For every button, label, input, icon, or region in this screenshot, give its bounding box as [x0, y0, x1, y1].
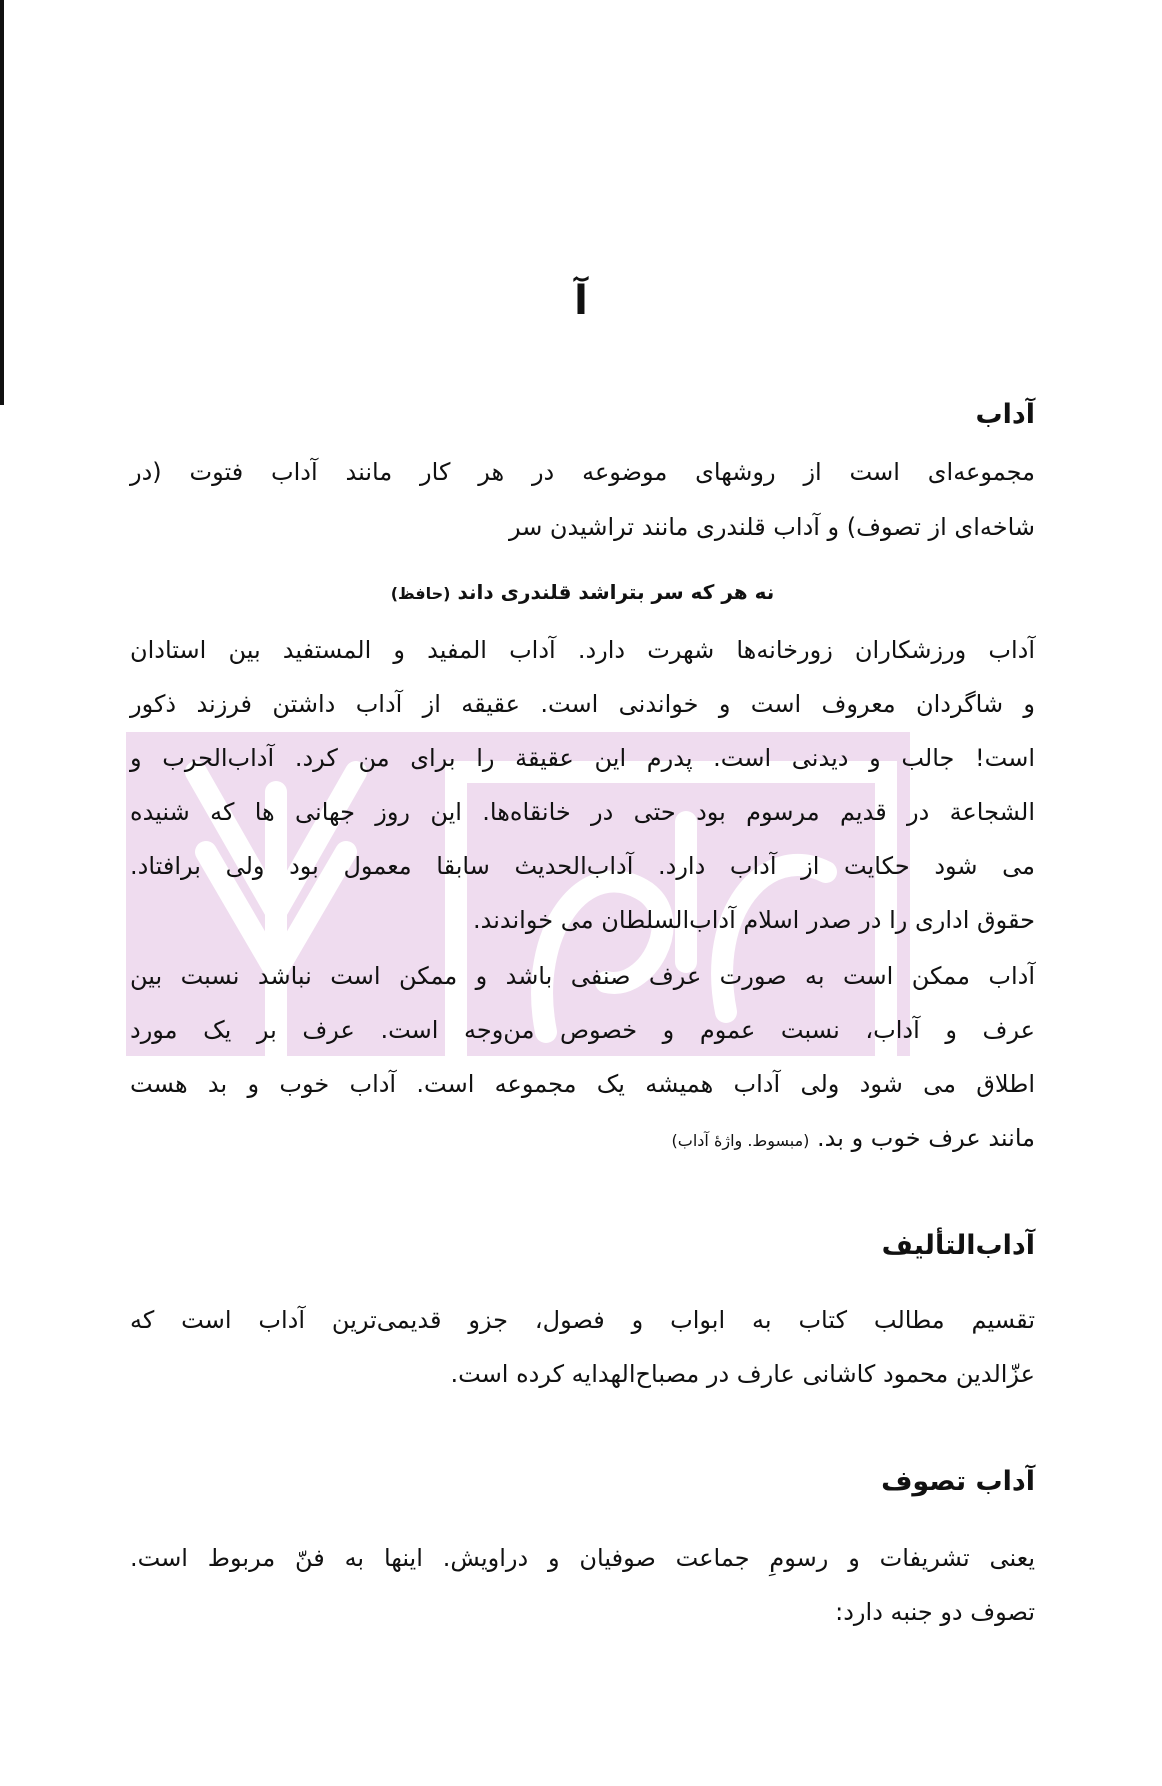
entry-line: یعنی تشریفات و رسومِ جماعت صوفیان و دراویش. اینها به فنّ مربوط است. — [130, 1544, 1035, 1572]
entry-line: تقسیم مطالب کتاب به ابواب و فصول، جزو قدیمی‌ترین آداب است که — [130, 1306, 1035, 1334]
entry-line: الشجاعة در قدیم مرسوم بود حتی در خانقاه‌ها. این روز جهانی ها که شنیده — [130, 798, 1035, 826]
quote-source: (حافظ) — [390, 584, 451, 603]
poem-quote — [130, 574, 1035, 610]
entry-title: آداب تصوف — [881, 1466, 1035, 1497]
entry-line: مانند عرف خوب و بد. — [817, 1124, 1035, 1152]
entry-title: آداب — [975, 399, 1035, 430]
page-edge-shadow — [0, 0, 4, 405]
entry-line: تصوف دو جنبه دارد: — [835, 1598, 1035, 1626]
entry-line: می شود حکایت از آداب دارد. آداب‌الحدیث سابقا معمول بود ولی برافتاد. — [130, 852, 1035, 880]
entry-line: آداب ممکن است به صورت عرف صنفی باشد و ممکن است نباشد نسبت بین — [130, 962, 1035, 990]
citation: (مبسوط. واژهٔ آداب) — [671, 1131, 810, 1150]
watermark-logo — [126, 732, 910, 1056]
entry-line: حقوق اداری را در صدر اسلام آداب‌السلطان می خواندند. — [472, 906, 1035, 934]
entry-line: آداب ورزشکاران زورخانه‌ها شهرت دارد. آداب المفید و المستفید بین استادان — [130, 636, 1035, 664]
entry-line: اطلاق می شود ولی آداب همیشه یک مجموعه است. آداب خوب و بد هست — [130, 1070, 1035, 1098]
entry-line: است! جالب و دیدنی است. پدرم این عقیقة را برای من کرد. آداب‌الحرب و — [130, 744, 1035, 772]
entry-line: عرف و آداب، نسبت عموم و خصوص من‌وجه است. عرف بر یک مورد — [130, 1016, 1035, 1044]
entry-line: مجموعه‌ای است از روشهای موضوعه در هر کار مانند آداب فتوت (در — [130, 458, 1035, 486]
entry-line-with-citation — [130, 1120, 1035, 1156]
entry-line: عزّالدین محمود کاشانی عارف در مصباح‌الهدایه کرده است. — [450, 1360, 1035, 1388]
entry-line: و شاگردان معروف است و خواندنی است. عقیقه از آداب داشتن فرزند ذکور — [130, 690, 1035, 718]
section-letter: آ — [574, 278, 588, 324]
entry-title: آداب‌التألیف — [881, 1230, 1035, 1261]
watermark-logo-icon — [126, 732, 910, 1056]
entry-line: شاخه‌ای از تصوف) و آداب قلندری مانند تراشیدن سر — [508, 513, 1035, 541]
quote-text: نه هر که سر بتراشد قلندری داند — [457, 580, 775, 604]
